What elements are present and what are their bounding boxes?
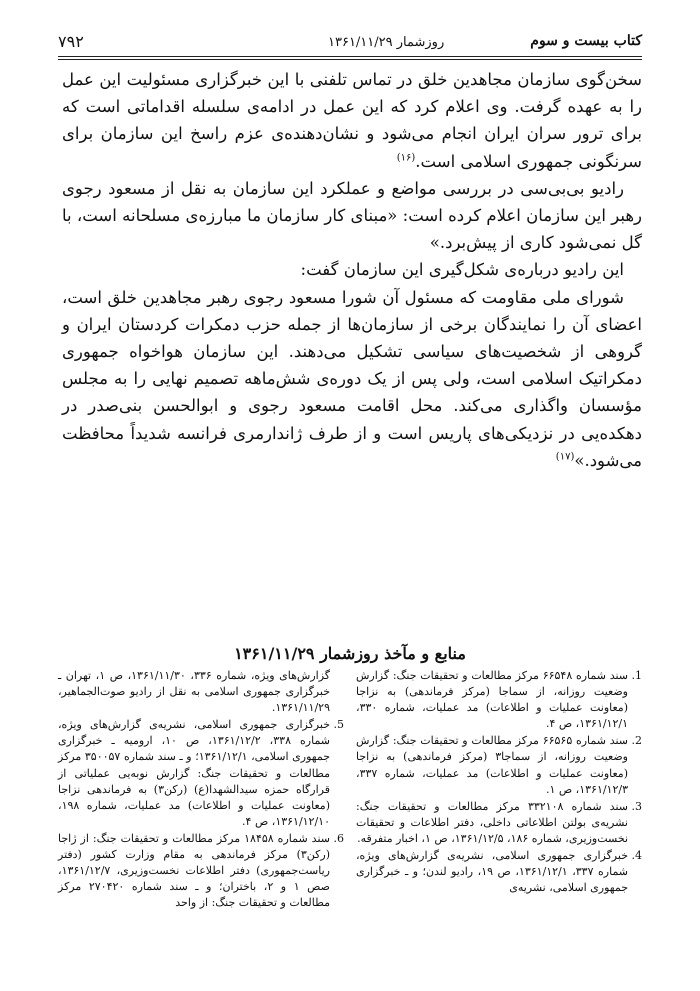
source-item <box>58 717 344 830</box>
source-number: 1. <box>631 669 642 682</box>
book-title: کتاب بیست و سوم <box>530 33 642 49</box>
source-number: 6. <box>333 831 344 845</box>
sources-right-column <box>356 668 642 897</box>
source-item <box>356 733 642 797</box>
header-date-label: روزشمار ۱۳۶۱/۱۱/۲۹ <box>328 35 445 50</box>
source-item-continuation <box>58 668 344 716</box>
source-text: سند شماره ۱۸۴۵۸ مرکز مطالعات و تحقیقات جنگ: از ژاجا (رکن۳) مرکز فرماندهی به مقام وزارت کشور (دفتر ریاست‌جمهوری) دفتر اطلاعات نخست‌وزیری، ۱۳۶۱/۱۲/۷، صص ۱ و ۲، باختران؛ و ـ سند شماره ۲۷۰۴۲۰ مرکز مطالعات و تحقیقات جنگ: از واحد <box>58 831 330 910</box>
footnote-reference: (۱۶) <box>396 152 416 164</box>
footnote-reference: (۱۷) <box>555 451 575 463</box>
sources-left-column <box>58 668 344 912</box>
source-text: خبرگزاری جمهوری اسلامی، نشریه‌ی گزارش‌های ویژه، شماره ۳۳۷، ۱۳۶۱/۱۲/۱، ص ۱۹، رادیو لندن؛ و ـ خبرگزاری جمهوری اسلامی، نشریه‌ی <box>356 849 629 895</box>
body-paragraph: شورای ملی مقاومت که مسئول آن شورا مسعود رجوی رهبر مجاهدین خلق است، اعضای آن را نمایندگان برخی از سازمان‌ها از جمله حزب دمکرات کردستان ایران و گروهی از شخصیت‌های سیاسی تشکیل می‌دهند. این سازمان هواخواه جمهوری دمکراتیک اسلامی است، ولی پس از یک دوره‌ی شش‌ماهه تصمیم نهایی را به مجلس مؤسسان واگذاری می‌کند. محل اقامت مسعود رجوی و ابوالحسن بنی‌صدر در دهکده‌یی در نزدیکی‌های پاریس است و از طرف ژاندارمری فرانسه شدیداً محافظت می‌شود.»$^{(۱۷)}$ <box>62 287 642 470</box>
body-text <box>62 66 642 474</box>
source-item <box>356 848 642 896</box>
source-text: سند شماره ۳۳۲۱۰۸ مرکز مطالعات و تحقیقات جنگ: نشریه‌ی بولتن اطلاعاتی داخلی، دفتر اطلاعات و تحقیقات نخست‌وزیری، شماره ۱۸۶، ۱۳۶۱/۱۲/۵، ص ۱، اخبار متفرقه. <box>356 799 628 845</box>
source-text: سند شماره ۶۶۵۶۵ مرکز مطالعات و تحقیقات جنگ: گزارش وضعیت روزانه، از سماجا۳ (مرکز فرماندهی) به نزاجا (معاونت عملیات و اطلاعات) مد عملیات، شماره ۳۳۷، ۱۳۶۱/۱۲/۳، ص ۱. <box>356 734 629 796</box>
body-paragraph: سخن‌گوی سازمان مجاهدین خلق در تماس تلفنی با این خبرگزاری مسئولیت این عمل را به عهده گرفت. وی اعلام کرد که این عمل در ادامه‌ی سلسله اقداماتی است که برای ترور سران ایران انجام می‌شود و نشان‌دهنده‌ی عزم راسخ این سازمان برای سرنگونی جمهوری اسلامی است.$^{(۱۶)}$ <box>62 70 642 171</box>
header-rule-second <box>58 59 642 60</box>
source-text: سند شماره ۶۶۵۴۸ مرکز مطالعات و تحقیقات جنگ: گزارش وضعیت روزانه، از سماجا (مرکز فرماندهی) به نزاجا (معاونت عملیات و اطلاعات) مد عملیات، شماره ۳۳۰، ۱۳۶۱/۱۲/۱، ص ۴. <box>356 669 629 731</box>
source-number: 5. <box>333 718 344 732</box>
body-paragraph: این رادیو درباره‌ی شکل‌گیری این سازمان گفت: <box>300 260 624 280</box>
source-number: 3. <box>631 799 642 813</box>
source-item <box>58 831 344 911</box>
source-item <box>356 799 642 847</box>
body-paragraph: رادیو بی‌بی‌سی در بررسی مواضع و عملکرد این سازمان به نقل از مسعود رجوی رهبر این سازمان اعلام کرده است: «مبنای کار سازمان ما مبارزه‌ی مسلحانه است، با گل نمی‌شود کاری از پیش‌برد.» <box>62 178 642 253</box>
source-text: گزارش‌های ویژه، شماره ۳۳۶، ۱۳۶۱/۱۱/۳۰، ص ۱، تهران ـ خبرگزاری جمهوری اسلامی به نقل از رادیو صوت‌الجماهیر، ۱۳۶۱/۱۱/۲۹. <box>58 669 330 715</box>
header-rule <box>58 56 642 57</box>
source-number: 2. <box>631 734 642 748</box>
page-number: ۷۹۲ <box>58 32 84 51</box>
running-header <box>58 26 642 56</box>
sources-title: منابع و مآخذ روزشمار ۱۳۶۱/۱۱/۲۹ <box>234 644 466 663</box>
source-item <box>356 668 642 732</box>
source-text: خبرگزاری جمهوری اسلامی، نشریه‌ی گزارش‌های ویژه، شماره ۳۳۸، ۱۳۶۱/۱۲/۲، ص ۱۰، ارومیه ـ خبرگزاری جمهوری اسلامی، ۱۳۶۱/۱۲/۱؛ و ـ سند شماره ۳۵۰۰۵۷ مرکز مطالعات و تحقیقات جنگ: گزارش نوبه‌یی عملیاتی از قرارگاه حمزه سیدالشهدا(ع) (رکن۳) به فرماندهی نزاجا (معاونت عملیات و اطلاعات) مد عملیات، شماره ۱۹۸، ۱۳۶۱/۱۲/۱۰، ص ۴. <box>58 718 331 828</box>
source-number: 4. <box>631 849 642 863</box>
